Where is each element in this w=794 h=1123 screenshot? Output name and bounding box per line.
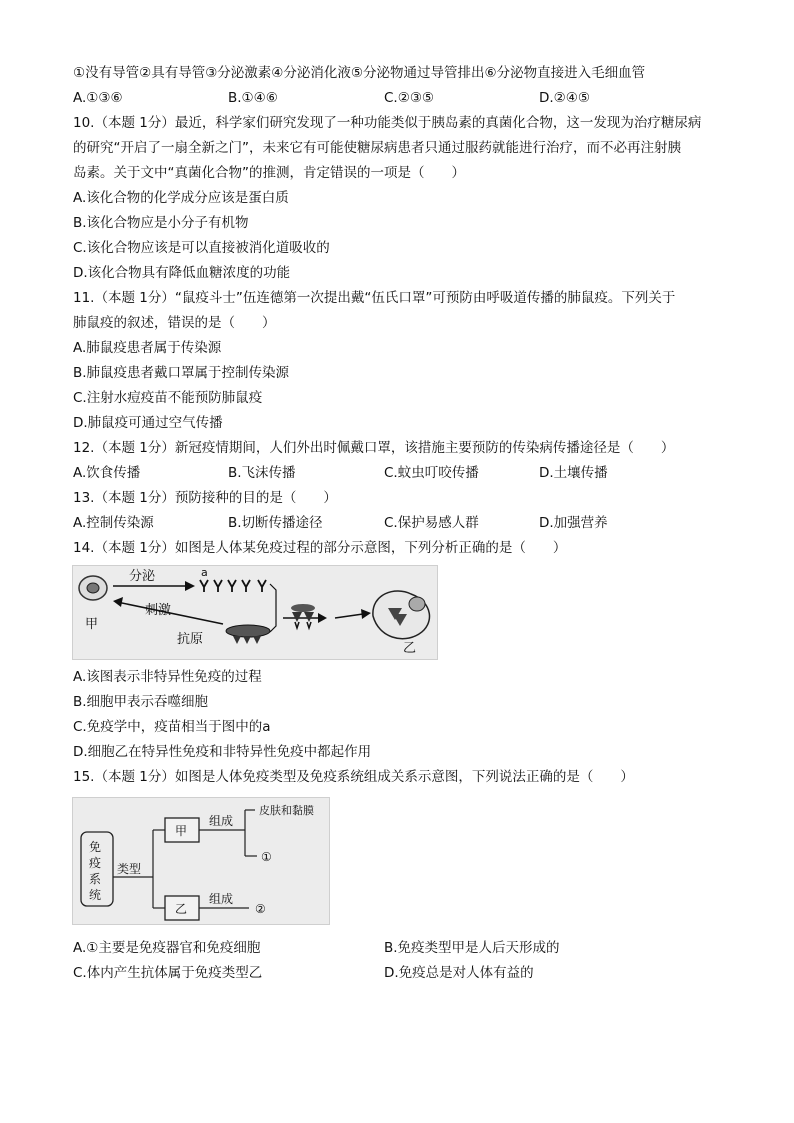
bind-arrowhead-icon [318, 613, 327, 623]
q13-option-d[interactable]: D.加强营养 [539, 515, 608, 531]
q10-option-a[interactable]: A.该化合物的化学成分应该是蛋白质 [73, 190, 289, 206]
compose-label-1: 组成 [209, 814, 234, 828]
q10-option-b[interactable]: B.该化合物应是小分子有机物 [73, 215, 249, 231]
cell-yi-icon [373, 591, 430, 639]
system-char-4: 统 [89, 888, 102, 902]
q10-stem-line-1: 10.（本题 1分）最近，科学家们研究发现了一种功能类似于胰岛素的真菌化合物，这一发现为治疗糖尿病 [73, 115, 702, 131]
q15-immune-system-figure [72, 797, 330, 925]
mark-a-label: a [201, 566, 208, 579]
q12-option-a[interactable]: A.饮食传播 [73, 465, 141, 481]
compose-label-2: 组成 [209, 892, 234, 906]
q10-option-c[interactable]: C.该化合物应该是可以直接被消化道吸收的 [73, 240, 330, 256]
q15-option-b[interactable]: B.免疫类型甲是人后天形成的 [384, 940, 560, 956]
system-char-1: 免 [89, 840, 102, 854]
q13-option-c[interactable]: C.保护易感人群 [384, 515, 479, 531]
bracket-line [270, 584, 276, 632]
stimulate-label: 刺激 [145, 603, 172, 618]
q10-option-d[interactable]: D.该化合物具有降低血糖浓度的功能 [73, 265, 291, 281]
q15-option-c[interactable]: C.体内产生抗体属于免疫类型乙 [73, 965, 263, 981]
q9-option-a[interactable]: A.①③⑥ [73, 90, 123, 106]
q12-stem: 12.（本题 1分）新冠疫情期间，人们外出时佩戴口罩，该措施主要预防的传染病传播途径是（ ） [73, 440, 675, 456]
q14-option-d[interactable]: D.细胞乙在特异性免疫和非特异性免疫中都起作用 [73, 744, 372, 760]
q10-stem-line-2: 的研究“开启了一扇全新之门”，未来它有可能使糖尿病患者只通过服药就能进行治疗，而不必再注射胰 [73, 140, 681, 156]
q12-option-c[interactable]: C.蚊虫叮咬传播 [384, 465, 479, 481]
q11-option-d[interactable]: D.肺鼠疫可通过空气传播 [73, 415, 223, 431]
q14-immune-process-figure [72, 565, 438, 660]
q11-option-b[interactable]: B.肺鼠疫患者戴口罩属于控制传染源 [73, 365, 290, 381]
antibody-icons [200, 580, 266, 592]
cell-jia-label: 甲 [85, 617, 99, 632]
antigen-label: 抗原 [177, 632, 204, 647]
q14-option-a[interactable]: A.该图表示非特异性免疫的过程 [73, 669, 262, 685]
secrete-label: 分泌 [129, 569, 156, 584]
q14-option-c[interactable]: C.免疫学中，疫苗相当于图中的a [73, 719, 271, 735]
secrete-arrowhead-icon [185, 581, 195, 591]
q14-option-b[interactable]: B.细胞甲表示吞噬细胞 [73, 694, 209, 710]
q9-intro-line: ①没有导管②具有导管③分泌激素④分泌消化液⑤分泌物通过导管排出⑥分泌物直接进入毛细血管 [73, 65, 646, 81]
cell-yi-label: 乙 [403, 641, 417, 656]
circle-1-label: ① [261, 850, 272, 864]
q13-option-a[interactable]: A.控制传染源 [73, 515, 154, 531]
q9-option-c[interactable]: C.②③⑤ [384, 90, 435, 106]
yi-label: 乙 [175, 902, 188, 916]
q15-option-d[interactable]: D.免疫总是对人体有益的 [384, 965, 534, 981]
q12-option-d[interactable]: D.土壤传播 [539, 465, 608, 481]
jia-label: 甲 [175, 824, 188, 838]
q9-option-d[interactable]: D.②④⑤ [539, 90, 590, 106]
q14-stem: 14.（本题 1分）如图是人体某免疫过程的部分示意图，下列分析正确的是（ ） [73, 540, 567, 556]
engulf-arrow [335, 614, 363, 618]
q15-option-a[interactable]: A.①主要是免疫器官和免疫细胞 [73, 940, 261, 956]
q11-option-c[interactable]: C.注射水痘疫苗不能预防肺鼠疫 [73, 390, 263, 406]
antigen-antibody-complex-icon [291, 604, 315, 628]
stimulate-arrowhead-icon [113, 597, 123, 607]
antigen-icon [226, 625, 270, 644]
q13-stem: 13.（本题 1分）预防接种的目的是（ ） [73, 490, 337, 506]
q15-stem: 15.（本题 1分）如图是人体免疫类型及免疫系统组成关系示意图，下列说法正确的是（ ） [73, 769, 634, 785]
engulf-arrowhead-icon [361, 609, 371, 619]
q9-option-b[interactable]: B.①④⑥ [228, 90, 278, 106]
system-char-3: 系 [89, 872, 102, 886]
system-char-2: 疫 [89, 856, 102, 870]
q11-stem-line-1: 11.（本题 1分）“鼠疫斗士”伍连德第一次提出戴“伍氏口罩”可预防由呼吸道传播的肺鼠疫。下列关于 [73, 290, 676, 306]
circle-2-label: ② [255, 902, 266, 916]
q12-option-b[interactable]: B.飞沫传播 [228, 465, 296, 481]
q13-option-b[interactable]: B.切断传播途径 [228, 515, 323, 531]
q10-stem-line-3: 岛素。关于文中“真菌化合物”的推测，肯定错误的一项是（ ） [73, 165, 465, 181]
cell-jia-icon [79, 576, 107, 600]
q11-stem-line-2: 肺鼠疫的叙述，错误的是（ ） [73, 315, 276, 331]
q11-option-a[interactable]: A.肺鼠疫患者属于传染源 [73, 340, 222, 356]
skin-mucosa-label: 皮肤和黏膜 [259, 804, 314, 817]
type-label: 类型 [117, 862, 142, 876]
